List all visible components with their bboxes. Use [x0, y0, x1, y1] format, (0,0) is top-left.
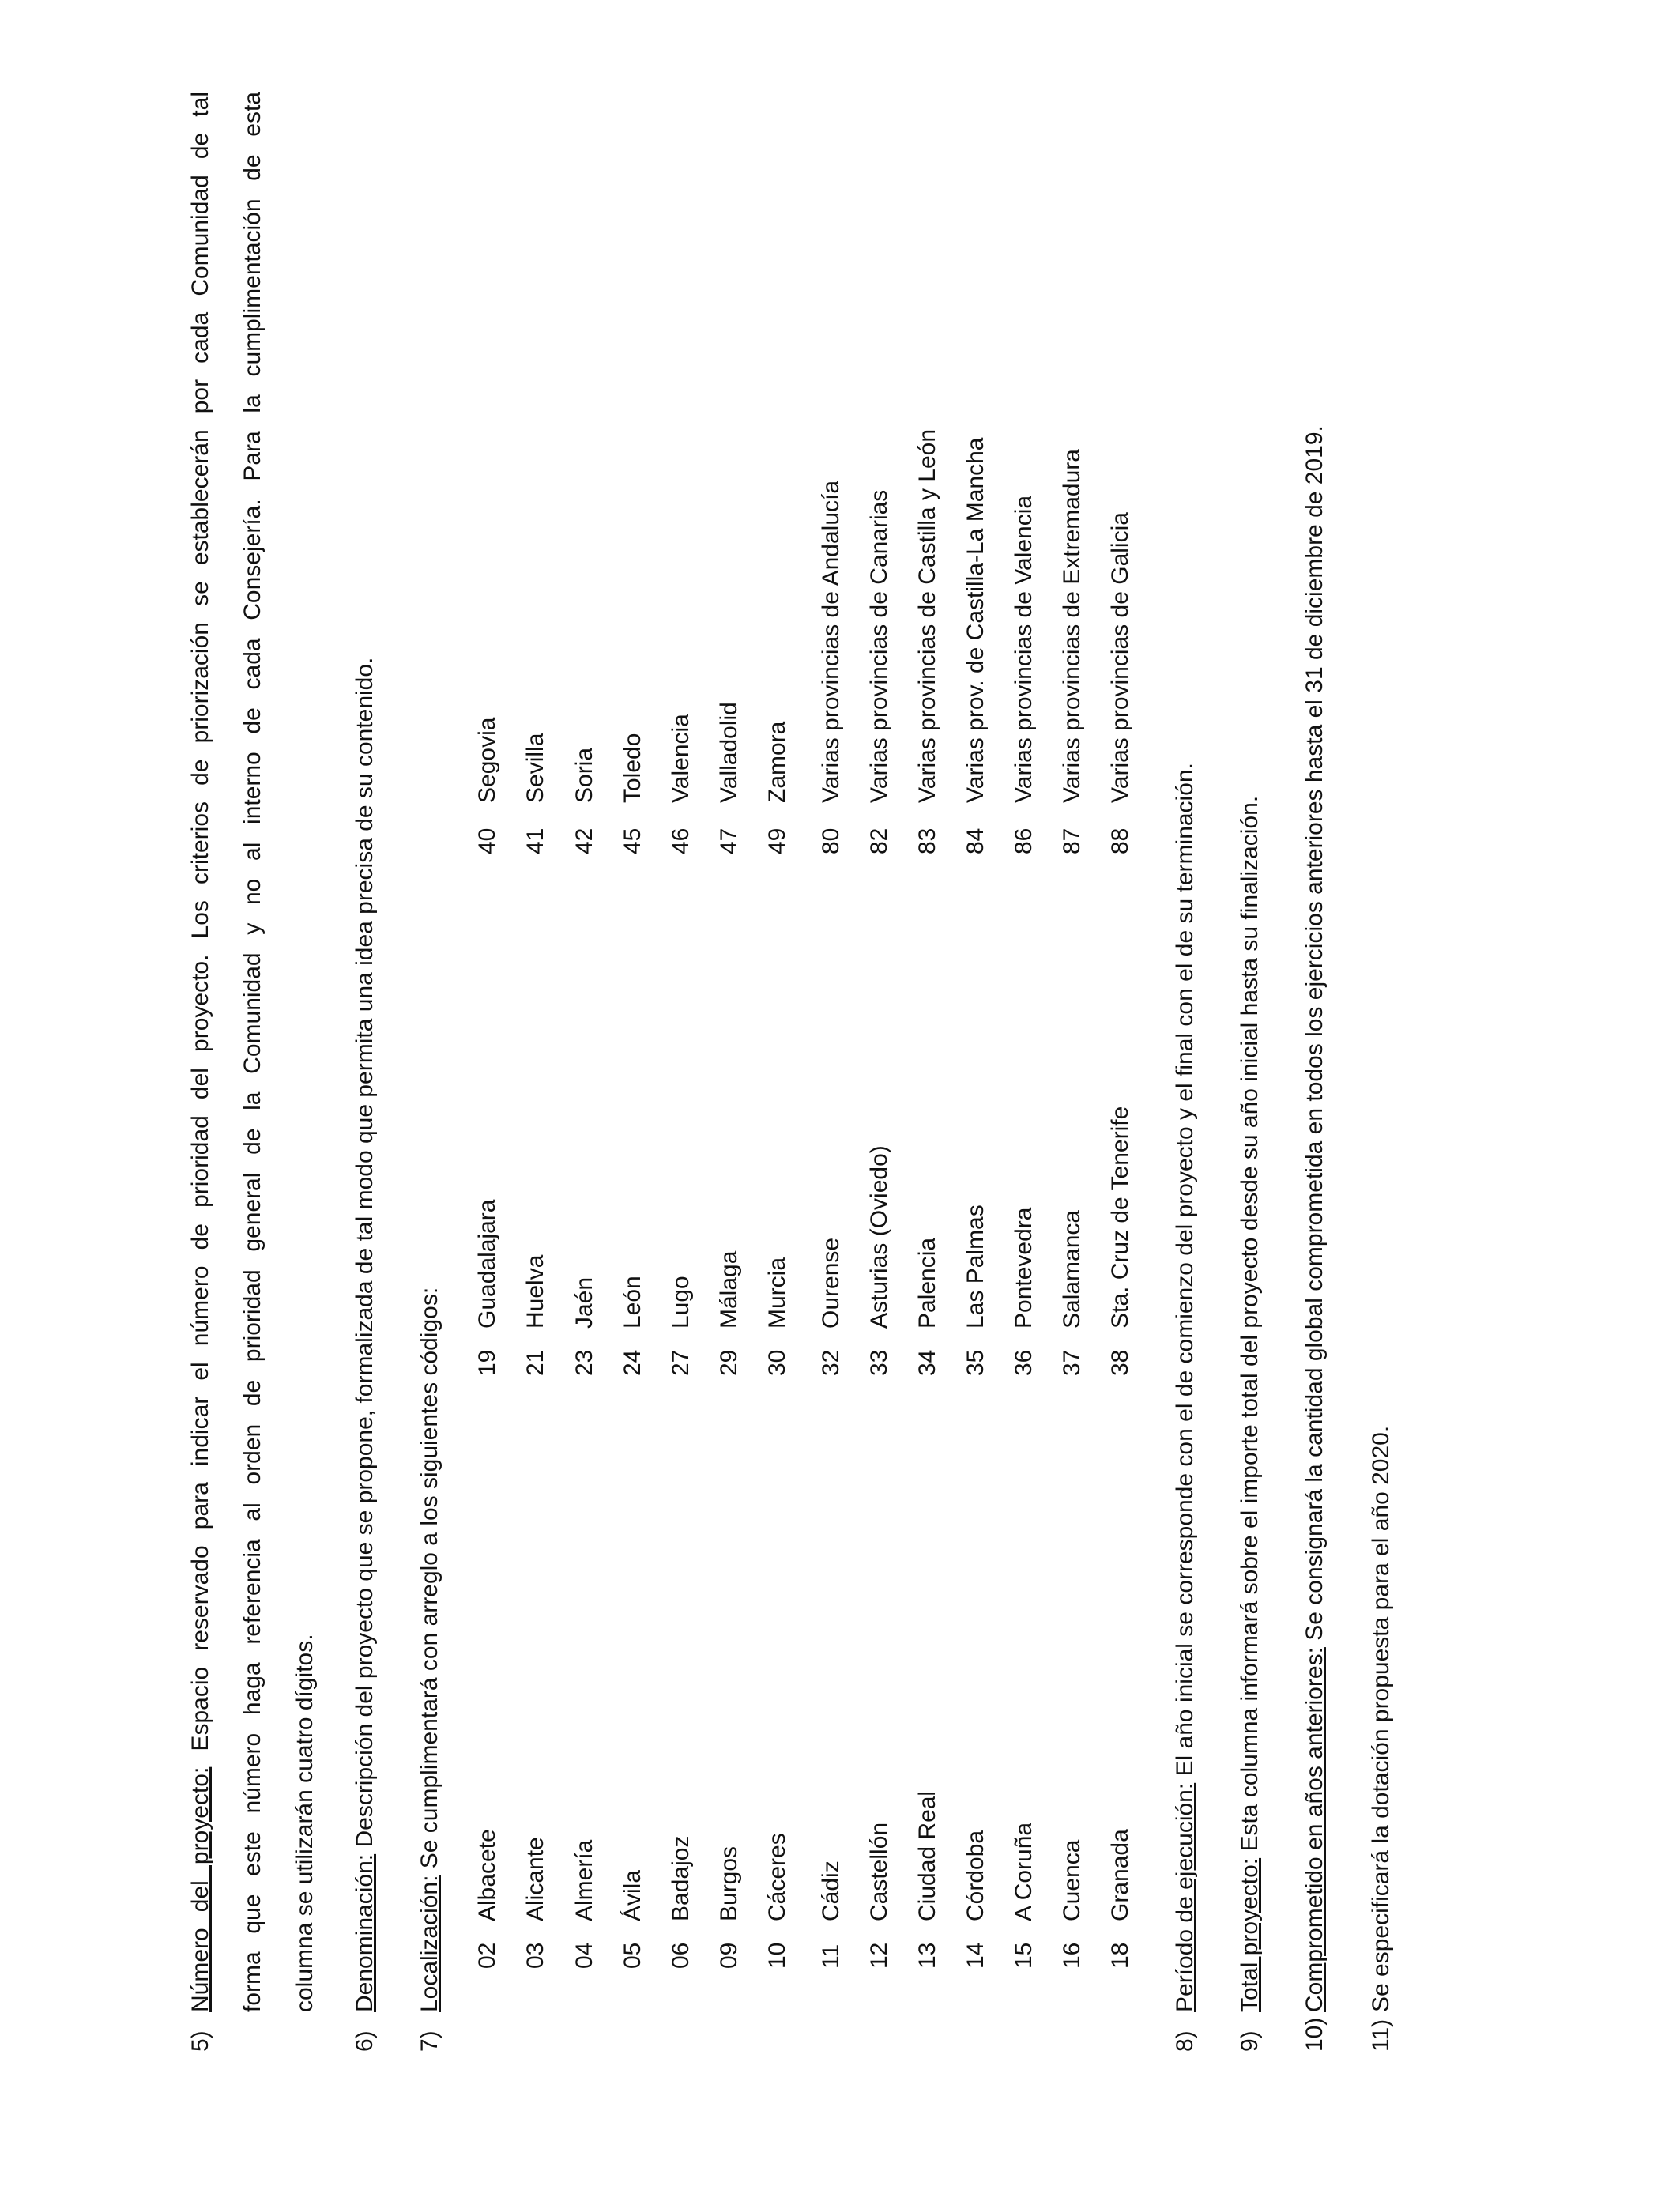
- location-code: 23: [571, 1349, 597, 1376]
- item-text: Esta columna informará sobre el importe total del proyecto desde su año inicial hasta su finalización.: [1237, 795, 1263, 1852]
- location-code: 40: [474, 827, 500, 854]
- location-code: 02: [474, 1942, 500, 1969]
- location-name: Córdoba: [962, 1830, 989, 1921]
- item-text-line: [1298, 425, 1332, 2012]
- location-code: 04: [571, 1942, 597, 1969]
- location-code: 38: [1107, 1349, 1133, 1376]
- item-text-line: [235, 92, 270, 2012]
- location-name: Segovia: [474, 717, 500, 803]
- item-text: Descripción del proyecto que se propone, formalizada de tal modo que permita una idea precisa de su contenido.: [352, 657, 378, 1848]
- location-code: 37: [1059, 1349, 1085, 1376]
- item-text: Se consignará la cantidad global comprometida en todos los ejercicios anteriores hasta el 31 de diciembre de 2019.: [1301, 425, 1328, 1641]
- item-text-line: [183, 92, 218, 2012]
- item-number: 11): [1368, 2019, 1394, 2052]
- item-label: Denominación:: [352, 1853, 378, 2012]
- location-name: Almería: [571, 1839, 597, 1921]
- location-name: Granada: [1107, 1829, 1133, 1921]
- location-name: Jaén: [571, 1276, 597, 1329]
- location-code: 34: [914, 1349, 940, 1376]
- location-name: Asturias (Oviedo): [866, 1145, 892, 1329]
- location-name: Varias provincias de Extremadura: [1059, 449, 1085, 803]
- location-code: 03: [522, 1942, 548, 1969]
- location-name: Murcia: [764, 1257, 790, 1329]
- item-label: Período de ejecución:: [1172, 1782, 1198, 2012]
- location-code: 10: [764, 1942, 790, 1969]
- location-name: Burgos: [716, 1845, 742, 1921]
- location-code: 88: [1107, 827, 1133, 854]
- location-name: Ciudad Real: [914, 1790, 940, 1921]
- location-code: 13: [914, 1942, 940, 1969]
- item-text: forma que este número haga referencia al orden de prioridad general de la Comunidad y no al interno de cada Consejería. Para la cumplimentación de esta: [239, 92, 266, 2012]
- item-text: Se especificará la dotación propuesta para el año 2020.: [1368, 1425, 1394, 2012]
- location-name: Las Palmas: [962, 1204, 989, 1329]
- location-name: Varias provincias de Valencia: [1011, 495, 1037, 803]
- location-code: 45: [620, 827, 646, 854]
- location-code: 84: [962, 827, 989, 854]
- location-name: Palencia: [914, 1237, 940, 1329]
- location-code: 36: [1011, 1349, 1037, 1376]
- item-text: Espacio reservado para indicar el número de prioridad del proyecto. Los criterios de priorización se establecerán por cada Comunidad de tal: [187, 92, 213, 1751]
- location-name: Ávila: [620, 1869, 646, 1921]
- item-label: Total proyecto:: [1237, 1857, 1263, 2012]
- location-name: Varias provincias de Andalucía: [818, 480, 844, 803]
- location-name: Albacete: [474, 1829, 500, 1921]
- location-name: Lugo: [668, 1276, 694, 1329]
- item-number: 8): [1172, 2030, 1198, 2052]
- location-name: Huelva: [522, 1254, 548, 1329]
- item-number: 9): [1237, 2030, 1263, 2052]
- location-name: Varias provincias de Galicia: [1107, 512, 1133, 803]
- location-code: 49: [764, 827, 790, 854]
- location-code: 19: [474, 1349, 500, 1376]
- location-name: Cádiz: [818, 1860, 844, 1921]
- location-code: 86: [1011, 827, 1037, 854]
- location-name: Cuenca: [1059, 1839, 1085, 1921]
- location-code: 09: [716, 1942, 742, 1969]
- location-name: Castellón: [866, 1822, 892, 1921]
- location-code: 05: [620, 1942, 646, 1969]
- location-name: Guadalajara: [474, 1199, 500, 1329]
- location-code: 32: [818, 1349, 844, 1376]
- item-text: El año inicial se corresponde con el de comienzo del proyecto y el final con el de su terminación.: [1172, 763, 1198, 1777]
- location-name: Ourense: [818, 1237, 844, 1329]
- location-code: 27: [668, 1349, 694, 1376]
- item-text-line: [1168, 763, 1203, 2012]
- location-name: León: [620, 1276, 646, 1329]
- item-label: Número del proyecto:: [187, 1766, 213, 2012]
- location-name: Varias prov. de Castilla-La Mancha: [962, 437, 989, 803]
- item-text: Se cumplimentará con arreglo a los siguientes códigos:: [416, 1287, 443, 1869]
- location-code: 42: [571, 827, 597, 854]
- location-code: 14: [962, 1942, 989, 1969]
- location-name: Zamora: [764, 721, 790, 803]
- item-text-line: [412, 1287, 447, 2012]
- item-text-line: [288, 1634, 322, 2012]
- location-code: 47: [716, 827, 742, 854]
- location-name: Varias provincias de Canarias: [866, 489, 892, 803]
- item-text: columna se utilizarán cuatro dígitos.: [292, 1634, 318, 2012]
- location-code: 24: [620, 1349, 646, 1376]
- location-code: 29: [716, 1349, 742, 1376]
- location-code: 80: [818, 827, 844, 854]
- item-number: 10): [1301, 2017, 1328, 2052]
- location-name: Valencia: [668, 714, 694, 803]
- location-code: 46: [668, 827, 694, 854]
- location-name: A Coruña: [1011, 1822, 1037, 1921]
- location-name: Alicante: [522, 1837, 548, 1921]
- item-label: Comprometido en años anteriores:: [1301, 1647, 1328, 2012]
- location-code: 82: [866, 827, 892, 854]
- location-code: 35: [962, 1349, 989, 1376]
- location-code: 16: [1059, 1942, 1085, 1969]
- location-code: 83: [914, 827, 940, 854]
- item-number: 5): [187, 2030, 213, 2052]
- location-name: Varias provincias de Castilla y León: [914, 428, 940, 803]
- location-name: Málaga: [716, 1250, 742, 1329]
- item-number: 6): [352, 2030, 378, 2052]
- location-code: 12: [866, 1942, 892, 1969]
- location-code: 11: [818, 1943, 844, 1969]
- item-text-line: [1233, 796, 1268, 2012]
- location-name: Toledo: [620, 733, 646, 803]
- location-code: 18: [1107, 1942, 1133, 1969]
- location-code: 87: [1059, 827, 1085, 854]
- item-text-line: [1364, 1426, 1399, 2012]
- location-name: Pontevedra: [1011, 1207, 1037, 1329]
- item-number: 7): [416, 2030, 443, 2052]
- location-code: 15: [1011, 1942, 1037, 1969]
- item-label: Localización:: [416, 1875, 443, 2012]
- location-name: Cáceres: [764, 1833, 790, 1921]
- location-code: 41: [522, 827, 548, 854]
- location-name: Badajoz: [668, 1835, 694, 1921]
- location-name: Valladolid: [716, 702, 742, 803]
- location-code: 06: [668, 1942, 694, 1969]
- location-name: Sevilla: [522, 733, 548, 803]
- location-code: 21: [522, 1349, 548, 1376]
- location-code: 30: [764, 1349, 790, 1376]
- item-text-line: [348, 658, 382, 2012]
- location-name: Soria: [571, 747, 597, 803]
- location-name: Salamanca: [1059, 1209, 1085, 1329]
- location-code: 33: [866, 1349, 892, 1376]
- location-name: Sta. Cruz de Tenerife: [1107, 1106, 1133, 1329]
